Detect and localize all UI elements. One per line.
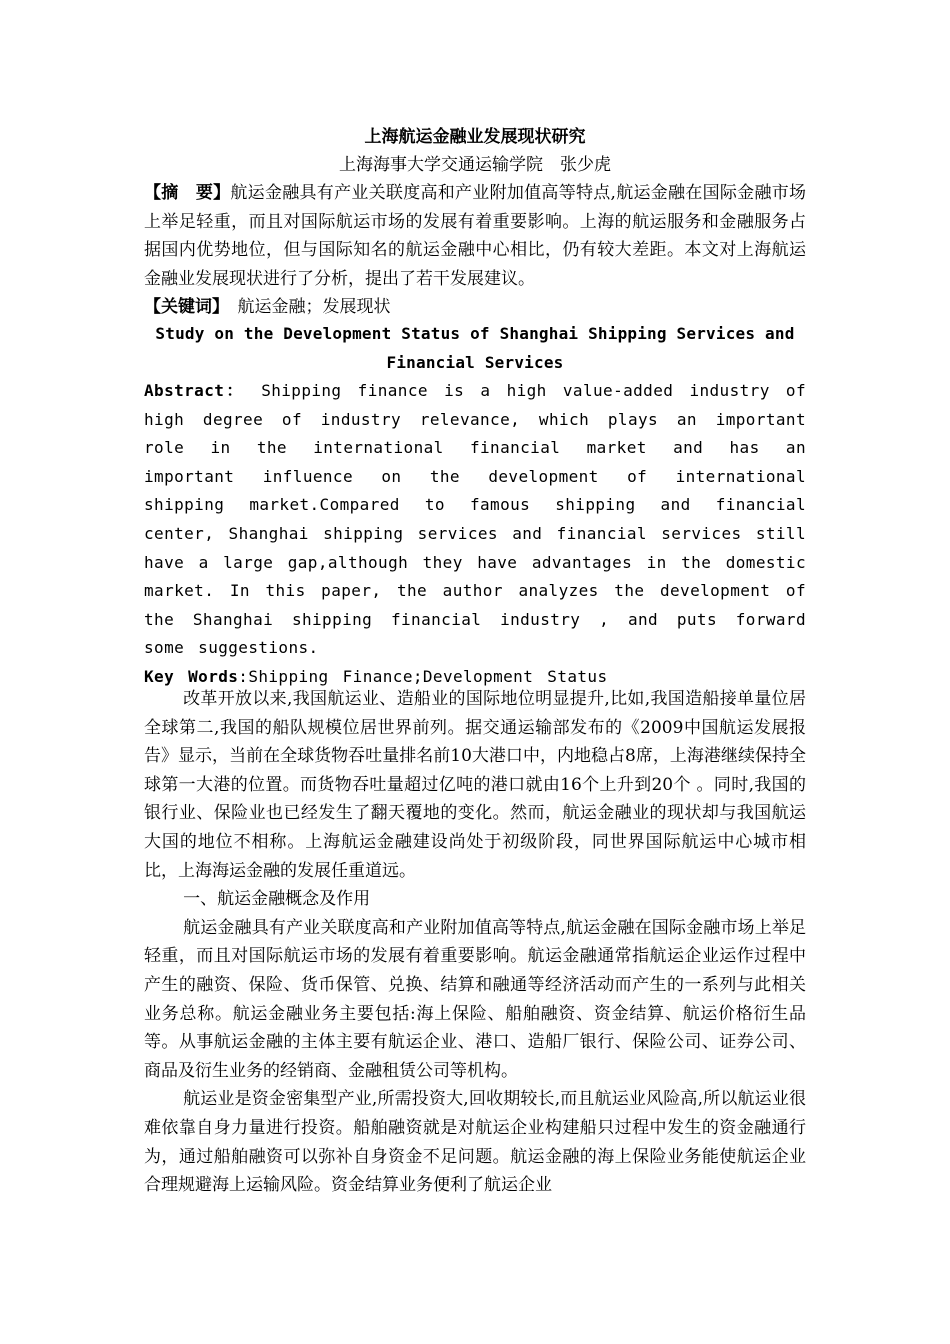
- body-text: [144, 685, 806, 1200]
- keywords-cn-text: 航运金融；发展现状: [220, 297, 391, 318]
- body-paragraph-3: 航运业是资金密集型产业,所需投资大,回收期较长,而且航运业风险高,所以航运业很难依靠自身力量进行投资。船舶融资就是对航运企业构建船只过程中发生的资金融通行为，通过船舶融资可以弥补自身资金不足问题。航运金融的海上保险业务能使航运企业合理规避海上运输风险。资金结算业务便利了航运企业: [144, 1089, 806, 1196]
- section-heading-1: 一、航运金融概念及作用: [183, 889, 371, 910]
- keywords-en-label: Key Words: [144, 666, 239, 686]
- keywords-cn-label: 【关键词】: [144, 297, 221, 318]
- keywords-en-text: :Shipping Finance;Development Status: [238, 666, 608, 686]
- paper-title: 上海航运金融业发展现状研究: [364, 127, 586, 147]
- abstract-en: [144, 377, 806, 692]
- english-title: Study on the Development Status of Shanghai Shipping Services and Financial Services: [155, 324, 795, 372]
- abstract-en-text: Shipping finance is a high value-added industry of high degree of industry relevance, which plays an important role in the international financial market and has an important influence on the development of international shipping market.Compared to famous shipping and financial center, Shanghai shipping services and financial services still have a large gap,although they have advantages in the domestic market. In this paper, the author analyzes the development of the Shanghai shipping financial industry , and puts forward some suggestions.: [144, 381, 806, 658]
- author-line: 上海海事大学交通运输学院 张少虎: [339, 155, 611, 175]
- body-paragraph-2: 航运金融具有产业关联度高和产业附加值高等特点,航运金融在国际金融市场上举足轻重，而且对国际航运市场的发展有着重要影响。航运金融通常指航运企业运作过程中产生的融资、保险、货币保管、兑换、结算和融通等经济活动而产生的一系列与此相关业务总称。航运金融业务主要包括:海上保险、船舶融资、资金结算、航运价格衍生品等。从事航运金融的主体主要有航运企业、港口、造船厂银行、保险公司、证券公司、商品及衍生业务的经销商、金融租赁公司等机构。: [144, 917, 806, 1081]
- abstract-cn: [144, 179, 806, 322]
- abstract-cn-label: 【摘 要】: [144, 183, 231, 203]
- abstract-cn-text: 航运金融具有产业关联度高和产业附加值高等特点,航运金融在国际金融市场上举足轻重，而且对国际航运市场的发展有着重要影响。上海的航运服务和金融服务占据国内优势地位，但与国际知名的航运金融中心相比，仍有较大差距。本文对上海航运金融业发展现状进行了分析，提出了若干发展建议。: [144, 183, 807, 289]
- abstract-en-label: Abstract：: [144, 381, 245, 400]
- body-paragraph-1: 改革开放以来,我国航运业、造船业的国际地位明显提升,比如,我国造船接单量位居全球第二,我国的船队规模位居世界前列。据交通运输部发布的《2009中国航运发展报告》显示，当前在全球货物吞吐量排名前10大港口中，内地稳占8席，上海港继续保持全球第一大港的位置。而货物吞吐量超过亿吨的港口就由16个上升到20个 。同时,我国的银行业、保险业也已经发生了翻天覆地的变化。然而，航运金融业的现状却与我国航运大国的地位不相称。上海航运金融建设尚处于初级阶段，同世界国际航运中心城市相比，上海海运金融的发展任重道远。: [144, 689, 806, 881]
